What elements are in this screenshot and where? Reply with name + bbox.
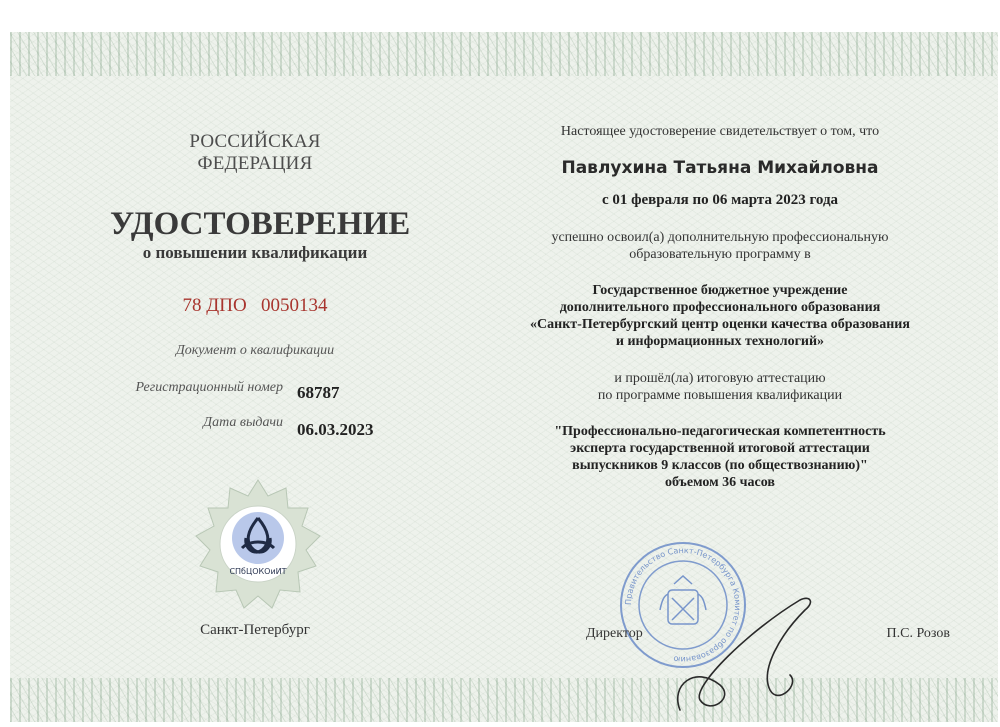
stamp-ring-text: Правительство Санкт-Петербурга Комитет по образованию [623, 545, 743, 665]
registration-number: 68787 [297, 383, 340, 402]
series-number: 78 ДПО 0050134 [182, 295, 328, 316]
organization-name: Государственное бюджетное учреждение дополнительного профессионального образования «Санкт-Петербургский центр оценки качества образования и информационных технологий» [530, 283, 910, 349]
city: Санкт-Петербург [200, 622, 310, 638]
top-ornament-band [10, 32, 998, 76]
document-type: Документ о квалификации [175, 343, 335, 358]
emblem-label: СПбЦОКОиИТ [229, 567, 287, 576]
issue-date: 06.03.2023 [297, 420, 374, 439]
certifies-intro: Настоящее удостоверение свидетельствует о том, что [560, 124, 880, 139]
institution-emblem [192, 478, 324, 610]
signer-name: П.С. Розов [886, 626, 950, 641]
program-name: "Профессионально-педагогическая компетентность эксперта государственной итоговой аттестации выпускников 9 классов (по обществознанию)" объемом 36 часов [554, 424, 886, 490]
issue-date-label: Дата выдачи [203, 415, 283, 430]
director-label: Директор [586, 626, 643, 641]
attestation-text: и прошёл(ла) итоговую аттестацию по программе повышения квалификации [597, 371, 843, 403]
director-signature [640, 590, 850, 720]
holder-name: Павлухина Татьяна Михайловна [561, 158, 879, 178]
document-subtitle: о повышении квалификации [142, 243, 368, 262]
mastered-text: успешно освоил(а) дополнительную профессиональную образовательную программу в [551, 230, 889, 262]
country-name: РОССИЙСКАЯ ФЕДЕРАЦИЯ [189, 131, 321, 174]
document-title: УДОСТОВЕРЕНИЕ [110, 206, 411, 242]
training-period: с 01 февраля по 06 марта 2023 года [601, 192, 839, 208]
registration-label: Регистрационный номер [135, 380, 283, 395]
